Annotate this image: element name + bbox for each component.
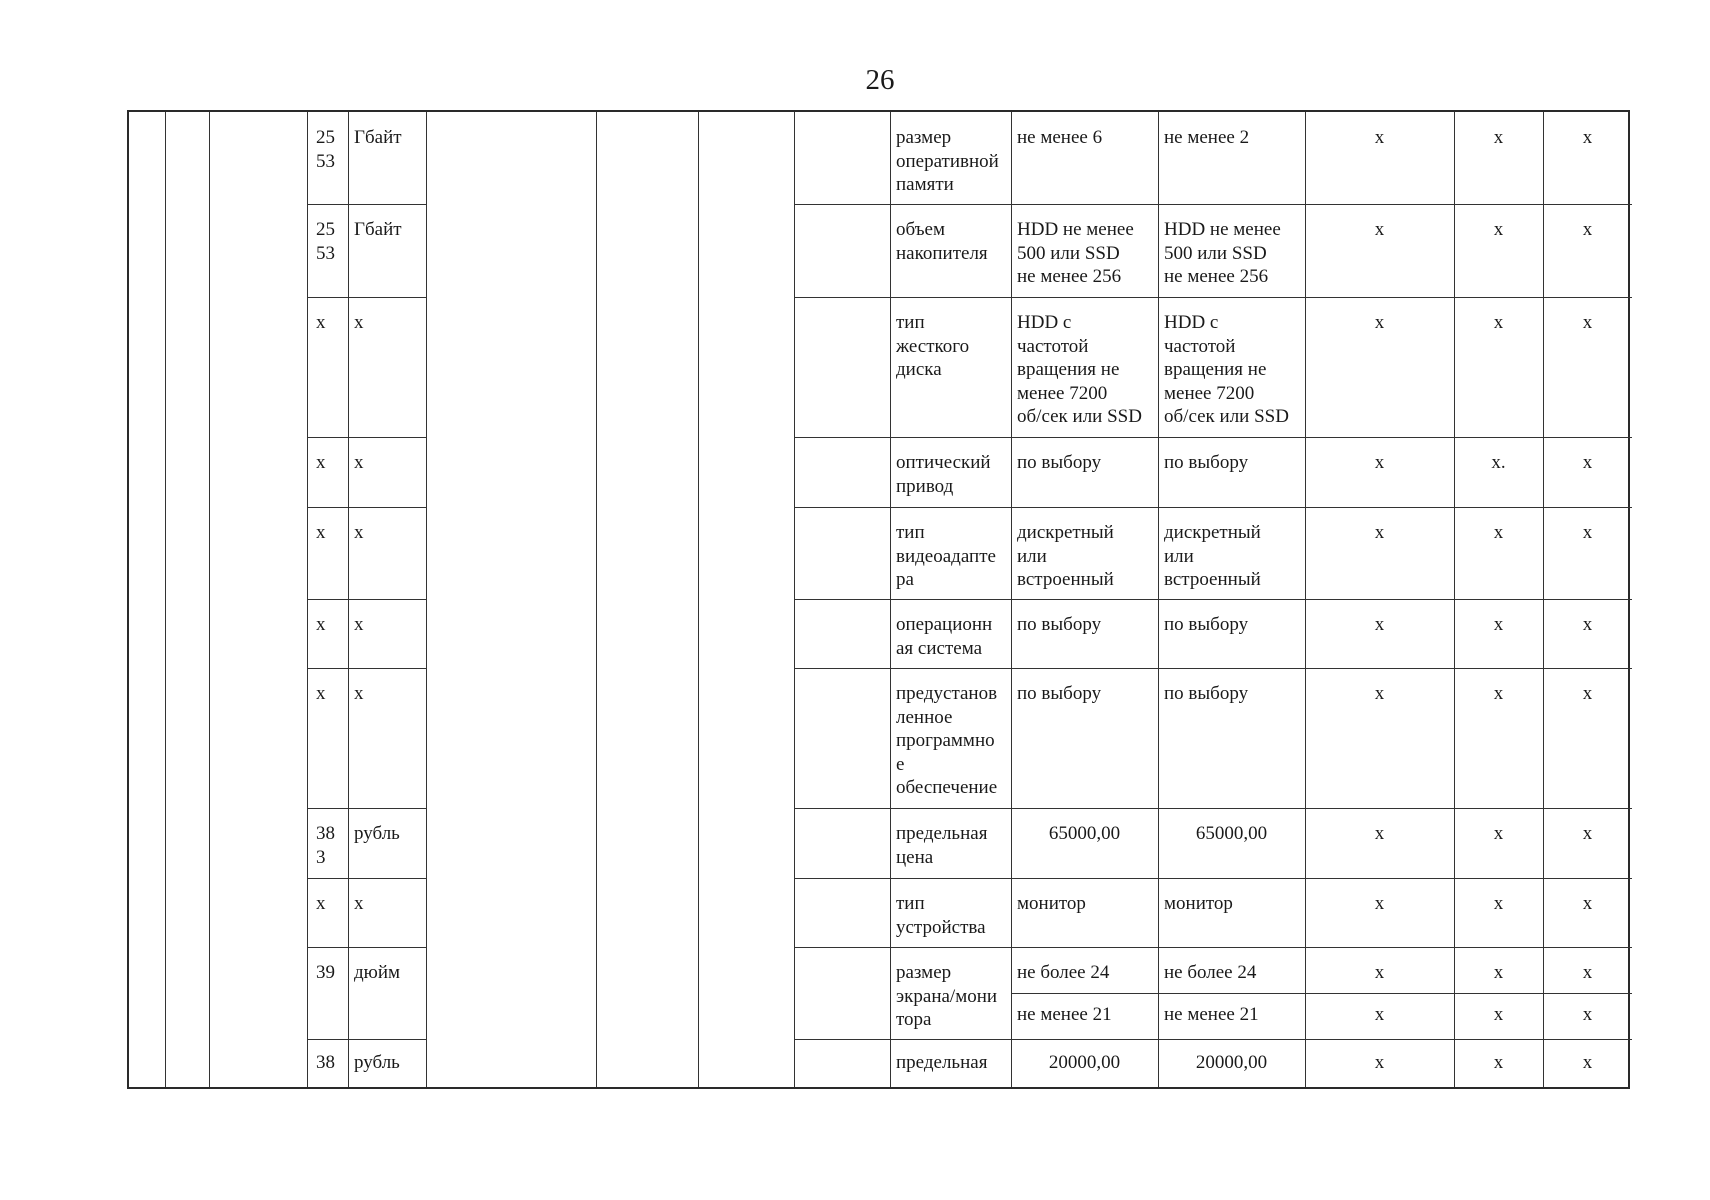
x-cell: x [1582,312,1593,333]
value-cell: не менее 21 [1164,1004,1259,1025]
unit-cell: рубль [354,823,400,844]
row-divider [794,808,1632,809]
code-cell: 25 53 [316,219,335,264]
value-cell: не менее 6 [1017,127,1103,148]
row-divider [307,599,426,600]
x-cell: x [1493,683,1504,704]
row-divider [794,437,1632,438]
column-divider [209,112,210,1087]
value-cell: 65000,00 [1195,823,1268,844]
x-cell: x [1374,219,1385,240]
x-cell: x [1582,614,1593,635]
row-divider [307,1039,426,1040]
x-cell: x [1582,1052,1593,1073]
value-cell: HDD не менее 500 или SSD не менее 256 [1164,219,1281,287]
characteristic-name: тип устройства [896,893,986,938]
x-cell: x [1374,452,1385,473]
x-cell: x [1493,127,1504,148]
unit-cell: рубль [354,1052,400,1073]
characteristic-name: предельная [896,1052,988,1073]
unit-cell: Гбайт [354,219,402,240]
unit-cell: x [354,452,364,473]
x-cell: x [1493,219,1504,240]
x-cell: x [1374,614,1385,635]
value-cell: 20000,00 [1195,1052,1268,1073]
x-cell: x [1582,962,1593,983]
x-cell: x [1582,452,1593,473]
requirements-table [127,110,1630,1089]
code-cell: 38 [316,1052,335,1073]
x-cell: x [1374,1004,1385,1025]
row-divider [307,507,426,508]
row-divider [307,947,426,948]
value-cell: HDD с частотой вращения не менее 7200 об/сек или SSD [1017,312,1142,427]
value-cell: HDD с частотой вращения не менее 7200 об/сек или SSD [1164,312,1289,427]
value-cell: по выбору [1164,614,1249,635]
x-cell: x [1582,219,1593,240]
characteristic-name: предустанов ленное программно е обеспечение [896,683,998,798]
x-cell: x [1493,522,1504,543]
row-divider [794,947,1632,948]
code-cell: 25 53 [316,127,335,172]
characteristic-name: объем накопителя [896,219,988,264]
x-cell: x [1374,893,1385,914]
value-cell: монитор [1164,893,1233,914]
code-cell: x [316,522,326,543]
x-cell: x [1582,823,1593,844]
x-cell: x [1374,823,1385,844]
unit-cell: x [354,522,364,543]
characteristic-name: оптический привод [896,452,991,497]
column-divider [698,112,699,1087]
row-divider [1011,993,1632,994]
x-cell: x [1582,1004,1593,1025]
x-cell: x [1493,614,1504,635]
x-cell: x [1582,683,1593,704]
row-divider [794,507,1632,508]
characteristic-name: тип жесткого диска [896,312,970,380]
code-cell: 39 [316,962,335,983]
characteristic-name: операционн ая система [896,614,993,659]
value-cell: монитор [1017,893,1086,914]
code-cell: 38 3 [316,823,335,868]
unit-cell: x [354,893,364,914]
row-divider [794,1039,1632,1040]
unit-cell: Гбайт [354,127,402,148]
characteristic-name: тип видеоадапте ра [896,522,996,590]
unit-cell: дюйм [354,962,401,983]
value-cell: 20000,00 [1048,1052,1121,1073]
value-cell: по выбору [1164,452,1249,473]
row-divider [307,297,426,298]
column-divider [426,112,427,1087]
characteristic-name: предельная цена [896,823,988,868]
code-cell: x [316,614,326,635]
value-cell: по выбору [1017,683,1102,704]
row-divider [794,878,1632,879]
x-cell: x [1374,1052,1385,1073]
page-number: 26 [865,64,895,96]
x-cell: x [1374,962,1385,983]
value-cell: по выбору [1017,452,1102,473]
x-cell: x. [1491,452,1506,473]
row-divider [307,437,426,438]
x-cell: x [1493,1004,1504,1025]
x-cell: x [1493,1052,1504,1073]
value-cell: не менее 21 [1017,1004,1112,1025]
value-cell: по выбору [1017,614,1102,635]
value-cell: дискретный или встроенный [1164,522,1261,590]
unit-cell: x [354,312,364,333]
unit-cell: x [354,683,364,704]
code-cell: x [316,683,326,704]
x-cell: x [1493,962,1504,983]
value-cell: не более 24 [1017,962,1110,983]
row-divider [794,599,1632,600]
x-cell: x [1493,823,1504,844]
x-cell: x [1374,127,1385,148]
value-cell: 65000,00 [1048,823,1121,844]
x-cell: x [1582,893,1593,914]
x-cell: x [1493,893,1504,914]
characteristic-name: размер экрана/мони тора [896,962,998,1030]
row-divider [794,204,1632,205]
x-cell: x [1582,127,1593,148]
code-cell: x [316,893,326,914]
value-cell: дискретный или встроенный [1017,522,1114,590]
x-cell: x [1374,683,1385,704]
code-cell: x [316,312,326,333]
x-cell: x [1374,522,1385,543]
x-cell: x [1493,312,1504,333]
value-cell: по выбору [1164,683,1249,704]
column-divider [165,112,166,1087]
value-cell: не более 24 [1164,962,1257,983]
value-cell: HDD не менее 500 или SSD не менее 256 [1017,219,1134,287]
x-cell: x [1582,522,1593,543]
row-divider [307,808,426,809]
row-divider [794,297,1632,298]
row-divider [794,668,1632,669]
column-divider [596,112,597,1087]
unit-cell: x [354,614,364,635]
value-cell: не менее 2 [1164,127,1250,148]
row-divider [307,668,426,669]
x-cell: x [1374,312,1385,333]
characteristic-name: размер оперативной памяти [896,127,999,195]
code-cell: x [316,452,326,473]
row-divider [307,878,426,879]
row-divider [307,204,426,205]
